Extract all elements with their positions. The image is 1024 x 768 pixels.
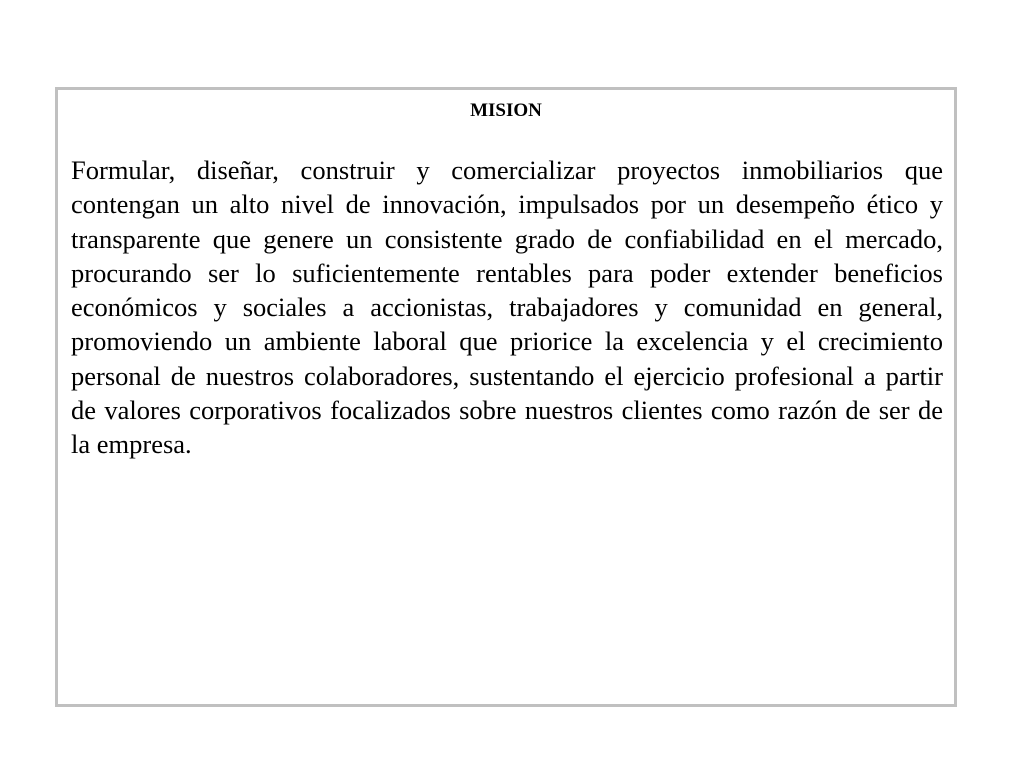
mission-text-box bbox=[55, 87, 957, 707]
mission-statement: Formular, diseñar, construir y comercializar proyectos inmobiliarios que contengan un alto nivel de innovación, impulsados por un desempeño ético y transparente que genere un consistente grado de confiabilidad en el mercado, procurando ser lo suficientemente rentables para poder extender beneficios económicos y sociales a accionistas, trabajadores y comunidad en general, promoviendo un ambiente laboral que priorice la excelencia y el crecimiento personal de nuestros colaboradores, sustentando el ejercicio profesional a partir de valores corporativos focalizados sobre nuestros clientes como razón de ser de la empresa. bbox=[71, 155, 943, 460]
mission-title: MISION bbox=[470, 100, 542, 121]
